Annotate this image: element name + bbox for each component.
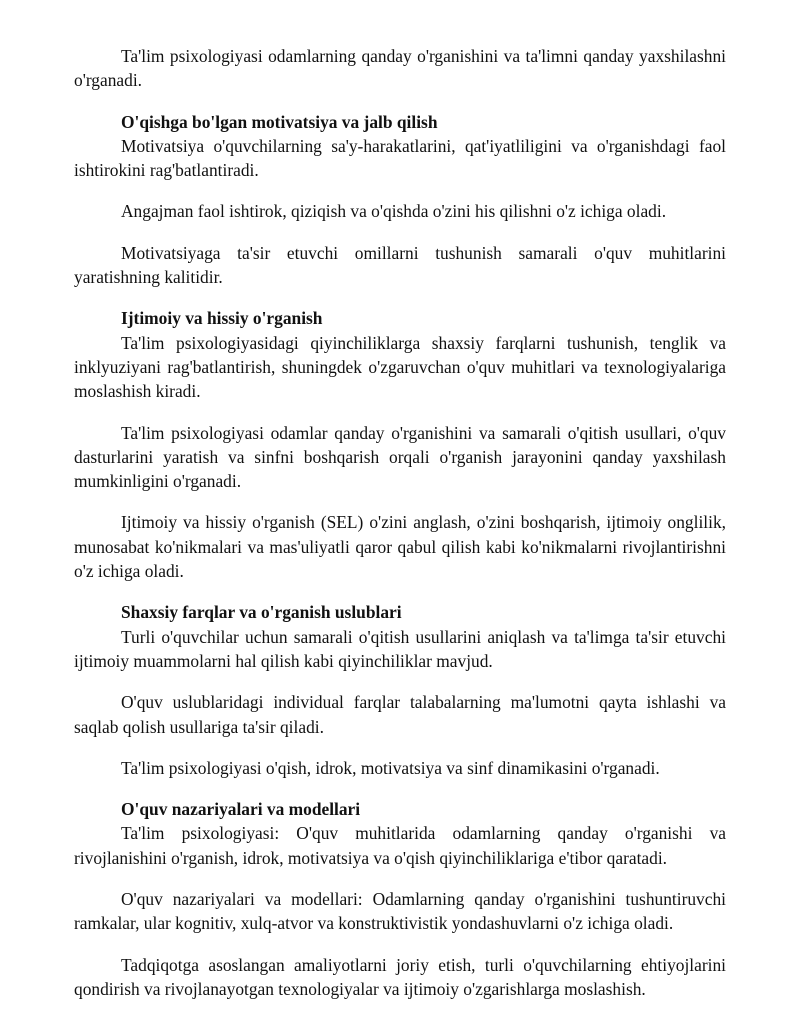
section-heading-social-emotional: Ijtimoiy va hissiy o'rganish [121, 308, 323, 329]
section-heading-learning-theories: O'quv nazariyalari va modellari [121, 799, 361, 820]
paragraph: Tadqiqotga asoslangan amaliyotlarni joriy etish, turli o'quvchilarning ehtiyojlarini qondirish va rivojlanayotgan texnologiyalar va ijtimoiy o'zgarishlarga moslashish. [74, 954, 726, 999]
paragraph: Motivatsiya o'quvchilarning sa'y-harakatlarini, qat'iyatliligini va o'rganishdagi faol ishtirokini rag'batlantiradi. [74, 135, 726, 181]
section-heading-motivation: O'qishga bo'lgan motivatsiya va jalb qilish [121, 111, 438, 132]
paragraph: Ta'lim psixologiyasi o'qish, idrok, motivatsiya va sinf dinamikasini o'rganadi. [121, 757, 660, 778]
paragraph: Ta'lim psixologiyasi odamlarning qanday o'rganishini va ta'limni qanday yaxshilashni o'rganadi. [74, 46, 726, 91]
paragraph: O'quv uslublaridagi individual farqlar talabalarning ma'lumotni qayta ishlashi va saqlab qolish usullariga ta'sir qiladi. [74, 692, 726, 737]
section-heading-individual-differences: Shaxsiy farqlar va o'rganish uslublari [121, 602, 402, 623]
paragraph: Ijtimoiy va hissiy o'rganish (SEL) o'zini anglash, o'zini boshqarish, ijtimoiy onglilik, munosabat ko'nikmalari va mas'uliyatli qaror qabul qilish kabi ko'nikmalarni rivojlantirishni o'z ichiga oladi. [74, 512, 726, 582]
document-page [74, 44, 726, 1018]
paragraph: Ta'lim psixologiyasi: O'quv muhitlarida odamlarning qanday o'rganishi va rivojlanishini o'rganish, idrok, motivatsiya va o'qish qiyinchiliklariga e'tibor qaratadi. [74, 823, 726, 868]
paragraph: Ta'lim psixologiyasi odamlar qanday o'rganishini va samarali o'qitish usullari, o'quv dasturlarini yaratish va sinfni boshqarish orqali o'rganish jarayonini qanday yaxshilash mumkinligini o'rganadi. [74, 422, 726, 492]
paragraph: Turli o'quvchilar uchun samarali o'qitish usullarini aniqlash va ta'limga ta'sir etuvchi ijtimoiy muammolarni hal qilish kabi qiyinchiliklar mavjud. [74, 626, 726, 671]
paragraph: Angajman faol ishtirok, qiziqish va o'qishda o'zini his qilishni o'z ichiga oladi. [121, 201, 667, 222]
paragraph: Motivatsiyaga ta'sir etuvchi omillarni tushunish samarali o'quv muhitlarini yaratishning kalitidir. [74, 242, 726, 288]
paragraph: Ta'lim psixologiyasidagi qiyinchiliklarga shaxsiy farqlarni tushunish, tenglik va inklyuziyani rag'batlantirish, shuningdek o'zgaruvchan o'quv muhitlari va texnologiyalariga moslashish kiradi. [74, 332, 726, 402]
paragraph: O'quv nazariyalari va modellari: Odamlarning qanday o'rganishini tushuntiruvchi ramkalar, ular kognitiv, xulq-atvor va konstruktivistik yondashuvlarni o'z ichiga oladi. [74, 889, 726, 934]
